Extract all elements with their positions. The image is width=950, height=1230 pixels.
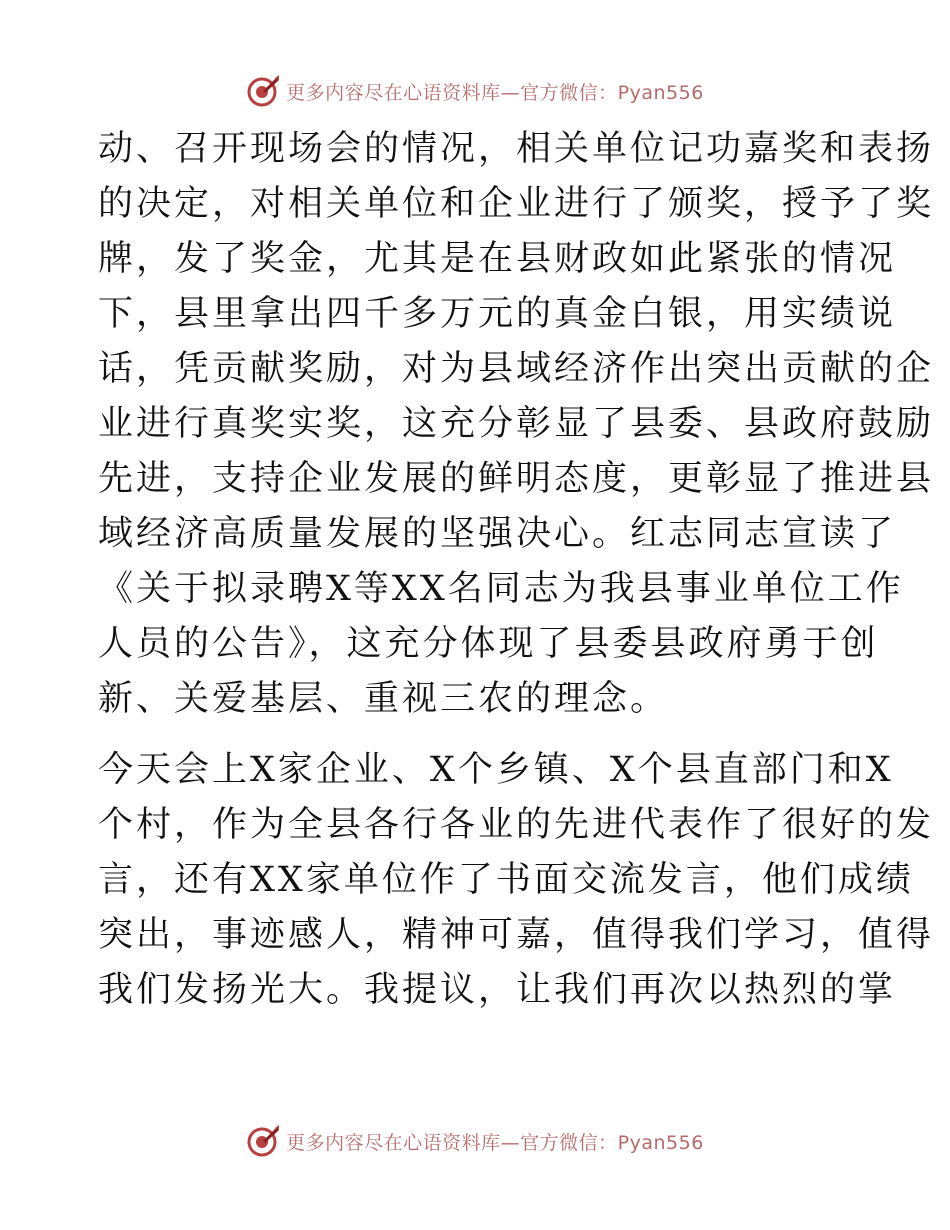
text-line: 先进，支持企业发展的鲜明态度，更彰显了推进县 xyxy=(98,459,935,499)
document-body xyxy=(98,122,935,1018)
text-line: 突出，事迹感人，精神可嘉，值得我们学习，值得 xyxy=(98,915,935,955)
text-line: 我们发扬光大。我提议，让我们再次以热烈的掌 xyxy=(98,970,897,1010)
text-line: 业进行真奖实奖，这充分彰显了县委、县政府鼓励 xyxy=(98,404,935,444)
text-line: 的决定，对相关单位和企业进行了颁奖，授予了奖 xyxy=(98,184,935,224)
paragraph-1 xyxy=(98,122,935,727)
text-line: 下，县里拿出四千多万元的真金白银，用实绩说 xyxy=(98,294,897,334)
text-line: 《关于拟录聘X等XX名同志为我县事业单位工作 xyxy=(98,569,904,609)
text-line: 域经济高质量发展的坚强决心。红志同志宣读了 xyxy=(98,514,897,554)
footer-banner-text: 更多内容尽在心语资料库—官方微信：Pyan556 xyxy=(286,1131,704,1154)
text-line: 动、召开现场会的情况，相关单位记功嘉奖和表扬 xyxy=(98,129,935,169)
footer-banner xyxy=(0,1121,950,1161)
text-line: 牌，发了奖金，尤其是在县财政如此紧张的情况 xyxy=(98,239,897,279)
text-line: 新、关爱基层、重视三农的理念。 xyxy=(98,679,669,719)
paragraph-2 xyxy=(98,743,935,1018)
quill-pen-logo-icon xyxy=(246,74,280,108)
text-line: 人员的公告》，这充分体现了县委县政府勇于创 xyxy=(98,624,879,664)
header-banner xyxy=(0,71,950,111)
text-line: 言，还有XX家单位作了书面交流发言，他们成绩 xyxy=(98,860,914,900)
paragraph-spacer xyxy=(98,727,858,743)
text-line: 个村，作为全县各行各业的先进代表作了很好的发 xyxy=(98,805,935,845)
header-banner-text: 更多内容尽在心语资料库—官方微信：Pyan556 xyxy=(286,81,704,104)
text-line: 话，凭贡献奖励，对为县域经济作出突出贡献的企 xyxy=(98,349,935,389)
quill-pen-logo-icon xyxy=(246,1124,280,1158)
text-line: 今天会上X家企业、X个乡镇、X个县直部门和X xyxy=(98,750,894,790)
